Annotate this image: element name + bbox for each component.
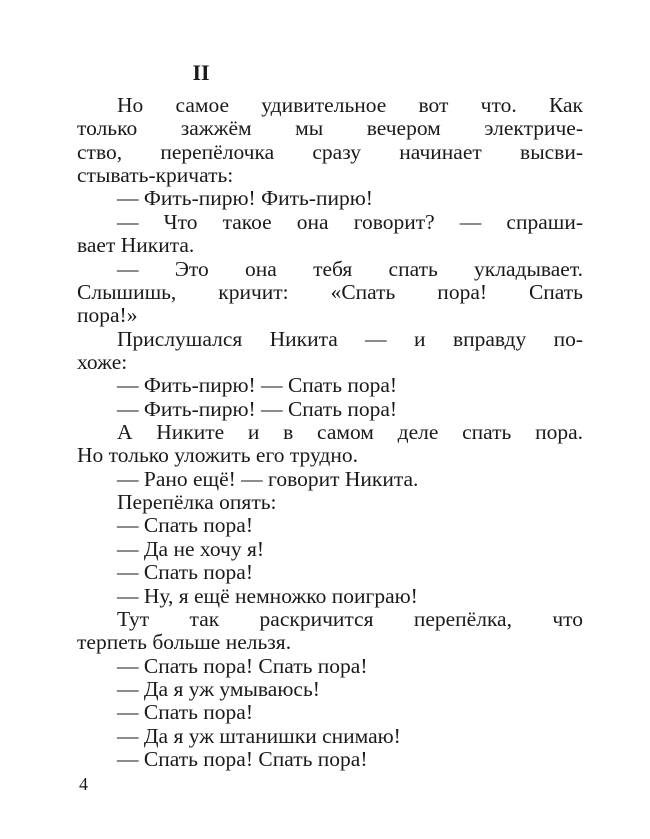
text-line: — Спать пора! Спать пора! xyxy=(117,747,368,772)
text-line: терпеть больше нельзя. xyxy=(77,630,292,655)
text-line: — Спать пора! xyxy=(117,560,253,585)
text-line: — Ну, я ещё немножко поиграю! xyxy=(117,583,418,608)
text-line: — Да я уж умываюсь! xyxy=(117,676,320,701)
text-line: только зажжём мы вечером электриче- xyxy=(77,116,583,141)
text-line: вает Никита. xyxy=(77,233,195,258)
text-line: — Да я уж штанишки снимаю! xyxy=(117,723,401,748)
text-line: хоже: xyxy=(77,349,128,374)
page-number: 4 xyxy=(79,774,88,794)
text-line: — Фить-пирю! — Спать пора! xyxy=(117,396,398,421)
text-line: — Да не хочу я! xyxy=(117,536,264,561)
text-line: Перепёлка опять: xyxy=(117,490,277,515)
text-line: Тут так раскричится перепёлка, что xyxy=(117,606,583,631)
text-line: пора!» xyxy=(77,303,138,328)
text-line: — Фить-пирю! — Спать пора! xyxy=(117,373,398,398)
text-line: ство, перепёлочка сразу начинает высви- xyxy=(77,139,583,164)
text-line: Но самое удивительное вот что. Как xyxy=(117,93,583,117)
text-line: Но только уложить его трудно. xyxy=(77,443,358,468)
chapter-title: II xyxy=(192,60,210,85)
text-line: — Спать пора! xyxy=(117,700,253,725)
text-line: Прислушался Никита — и вправду по- xyxy=(117,326,583,351)
text-line: А Никите и в самом деле спать пора. xyxy=(117,420,583,445)
text-line: — Рано ещё! — говорит Никита. xyxy=(117,466,419,491)
text-line: — Что такое она говорит? — спраши- xyxy=(117,209,583,234)
text-line: — Спать пора! xyxy=(117,513,253,538)
text-line: — Спать пора! Спать пора! xyxy=(117,653,368,678)
text-line: — Это она тебя спать укладывает. xyxy=(117,256,583,281)
text-line: — Фить-пирю! Фить-пирю! xyxy=(117,186,373,211)
text-line: Слышишь, кричит: «Спать пора! Спать xyxy=(77,279,583,304)
body-text xyxy=(77,94,583,771)
text-line: стывать-кричать: xyxy=(77,163,234,188)
